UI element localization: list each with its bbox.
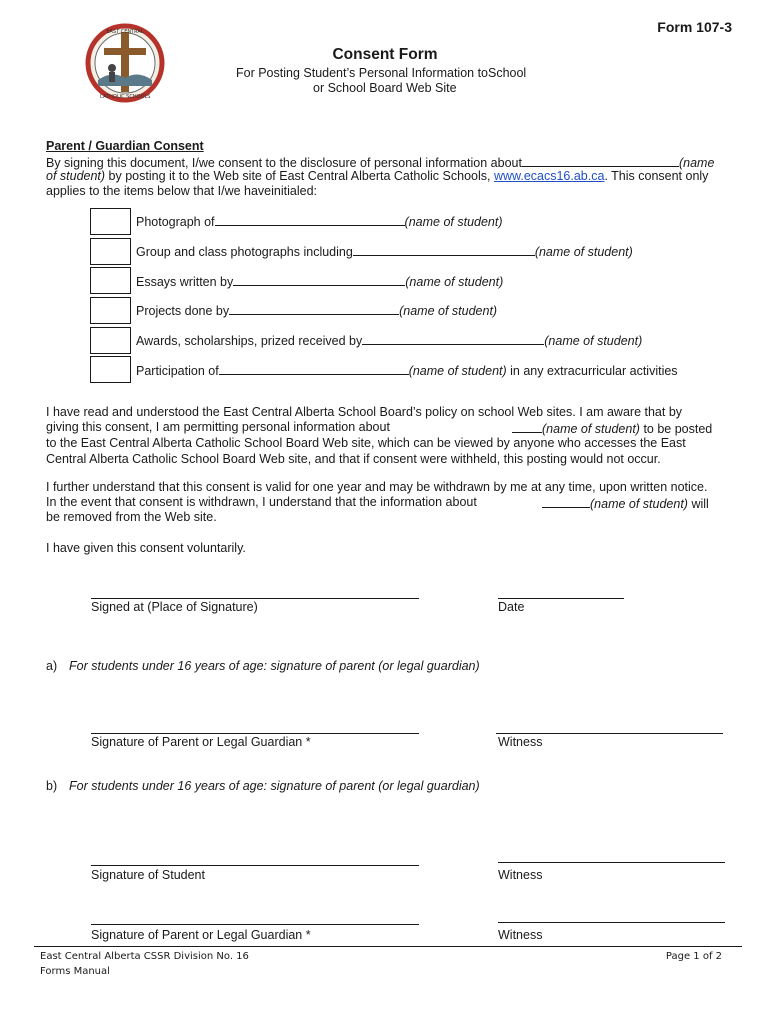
witness-label-b2: Witness bbox=[498, 928, 543, 942]
policy-line-4: Central Alberta Catholic School Board Web site, and that if consent were withheld, this posting would not occur. bbox=[46, 452, 661, 466]
initial-box-awards[interactable] bbox=[90, 327, 131, 354]
parent-signature-line-a[interactable] bbox=[91, 733, 419, 734]
consent-line-2-end: . This consent only bbox=[604, 169, 709, 183]
policy-line-1: I have read and understood the East Central Alberta School Board’s policy on school Web sites. I am aware that by bbox=[46, 405, 683, 419]
logo-text-bottom: CATHOLIC SCHOOLS bbox=[99, 94, 151, 100]
item-label: Essays written by bbox=[136, 275, 234, 289]
item-participation bbox=[136, 362, 678, 378]
validity-line-2: In the event that consent is withdrawn, I understand that the information about bbox=[46, 495, 477, 509]
item-blank[interactable] bbox=[229, 302, 399, 315]
subtitle-line-1: For Posting Student’s Personal Information toSchool bbox=[236, 66, 527, 80]
item-hint: (name of student) bbox=[399, 304, 498, 318]
parent-signature-line-b[interactable] bbox=[91, 924, 419, 925]
policy-line-3: to the East Central Alberta Catholic School Board Web site, which can be viewed by anyone who accesses the East bbox=[46, 436, 686, 450]
item-hint: (name of student) bbox=[534, 245, 633, 259]
consent-heading: Parent / Guardian Consent bbox=[46, 139, 204, 153]
page-title: Consent Form bbox=[332, 46, 438, 63]
witness-line-a[interactable] bbox=[496, 733, 723, 734]
witness-label-a: Witness bbox=[498, 735, 543, 749]
consent-line-3: applies to the items below that I/we haveinitialed: bbox=[46, 184, 317, 198]
consent-name-hint: (name bbox=[678, 156, 715, 170]
witness-line-b1[interactable] bbox=[498, 862, 725, 863]
student-signature-line[interactable] bbox=[91, 865, 419, 866]
item-blank[interactable] bbox=[215, 213, 405, 226]
footer-page: Page 1 of 2 bbox=[665, 951, 722, 962]
initial-box-photograph[interactable] bbox=[90, 208, 131, 235]
item-label: Group and class photographs including bbox=[136, 245, 353, 259]
date-line[interactable] bbox=[498, 598, 624, 599]
validity-line-3: be removed from the Web site. bbox=[46, 510, 217, 524]
policy-line-2 bbox=[46, 420, 390, 434]
form-number: Form 107-3 bbox=[657, 19, 732, 35]
subtitle-line-2: or School Board Web Site bbox=[313, 81, 457, 95]
item-blank[interactable] bbox=[219, 362, 409, 375]
item-label: Awards, scholarships, prized received by bbox=[136, 334, 363, 348]
item-projects bbox=[136, 302, 497, 318]
item-label: Projects done by bbox=[136, 304, 230, 318]
item-hint: (name of student) bbox=[544, 334, 643, 348]
item-group-photos bbox=[136, 243, 633, 259]
initial-box-projects[interactable] bbox=[90, 297, 131, 324]
voluntary-statement: I have given this consent voluntarily. bbox=[46, 541, 246, 555]
witness-line-b2[interactable] bbox=[498, 922, 725, 923]
section-b-text: For students under 16 years of age: signature of parent (or legal guardian) bbox=[69, 779, 480, 793]
item-hint: (name of student) bbox=[408, 364, 507, 378]
initial-box-participation[interactable] bbox=[90, 356, 131, 383]
witness-label-b1: Witness bbox=[498, 868, 543, 882]
parent-signature-label-b: Signature of Parent or Legal Guardian * bbox=[91, 928, 311, 942]
validity-line-1: I further understand that this consent is valid for one year and may be withdrawn by me at any time, upon written notice. bbox=[46, 480, 708, 494]
date-label: Date bbox=[498, 600, 525, 614]
policy-line-2-text: giving this consent, I am permitting personal information about bbox=[46, 420, 390, 434]
item-label: Photograph of bbox=[136, 215, 215, 229]
validity-name-blank[interactable] bbox=[542, 495, 590, 508]
validity-line-2-tail bbox=[542, 495, 709, 511]
policy-name-blank[interactable] bbox=[512, 420, 542, 433]
validity-line-2-end: will bbox=[687, 497, 709, 511]
student-signature-label: Signature of Student bbox=[91, 868, 205, 882]
item-hint: (name of student) bbox=[404, 215, 503, 229]
website-link[interactable]: www.ecacs16.ab.ca bbox=[493, 169, 605, 183]
consent-line-1 bbox=[46, 154, 714, 170]
policy-line-2-tail bbox=[512, 420, 712, 436]
logo-text-top: EAST CENTRAL bbox=[106, 29, 144, 35]
policy-line-2-end: to be posted bbox=[639, 422, 713, 436]
student-name-blank[interactable] bbox=[522, 154, 679, 167]
item-blank[interactable] bbox=[233, 273, 405, 286]
footer-manual: Forms Manual bbox=[40, 966, 110, 977]
consent-line-2 bbox=[46, 169, 708, 183]
item-suffix: in any extracurricular activities bbox=[506, 364, 678, 378]
section-b-label: b) bbox=[46, 779, 58, 793]
footer-org: East Central Alberta CSSR Division No. 16 bbox=[40, 951, 249, 962]
policy-name-hint: (name of student) bbox=[542, 422, 640, 436]
item-hint: (name of student) bbox=[405, 275, 504, 289]
validity-name-hint: (name of student) bbox=[590, 497, 688, 511]
consent-line-2-text: by posting it to the Web site of East Central Alberta Catholic Schools, bbox=[105, 169, 494, 183]
parent-signature-label-a: Signature of Parent or Legal Guardian * bbox=[91, 735, 311, 749]
item-blank[interactable] bbox=[353, 243, 535, 256]
place-signature-line[interactable] bbox=[91, 598, 419, 599]
item-awards bbox=[136, 332, 642, 348]
section-a-label: a) bbox=[46, 659, 58, 673]
item-essays bbox=[136, 273, 503, 289]
consent-line-1-text: By signing this document, I/we consent to the disclosure of personal information about bbox=[46, 156, 522, 170]
item-label: Participation of bbox=[136, 364, 219, 378]
initial-box-group-photos[interactable] bbox=[90, 238, 131, 265]
consent-name-hint-end: of student) bbox=[46, 169, 106, 183]
footer-divider bbox=[34, 946, 742, 947]
section-a-text: For students under 16 years of age: signature of parent (or legal guardian) bbox=[69, 659, 480, 673]
initial-box-essays[interactable] bbox=[90, 267, 131, 294]
signed-at-label: Signed at (Place of Signature) bbox=[91, 600, 258, 614]
item-blank[interactable] bbox=[362, 332, 544, 345]
item-photograph bbox=[136, 213, 503, 229]
